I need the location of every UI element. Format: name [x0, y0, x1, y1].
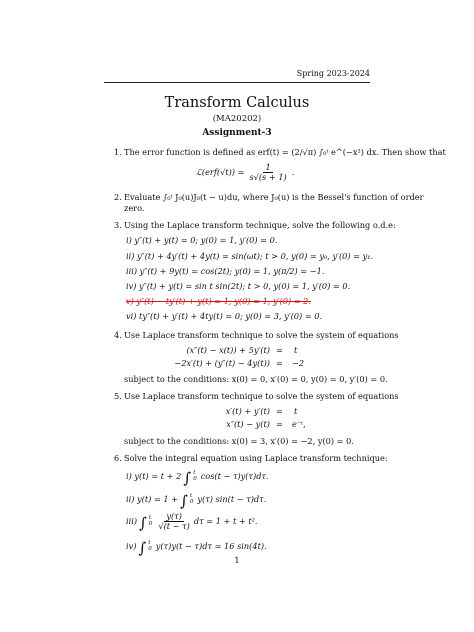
- int-lower: 0: [189, 499, 194, 505]
- q5-number: 5.: [114, 391, 122, 401]
- q4-eq2-rhs: −2: [292, 358, 305, 368]
- q4-eq1-lhs: (x″(t) − x(t)) + 5y′(t): [186, 345, 270, 355]
- q3-item-iv: iv) y″(t) + y(t) = sin t sin(2t); t > 0, y(0) = 1, y′(0) = 0.: [126, 281, 351, 291]
- q5-eq2-rhs: e⁻ᵗ,: [292, 419, 306, 429]
- q6-iv-integrand: y(τ)y(t − τ)dτ = 16 sin(4t).: [155, 541, 267, 551]
- q2-line2: zero.: [124, 203, 145, 213]
- q5-eq1-rhs: t: [294, 406, 298, 416]
- q4-eq1-sign: =: [276, 345, 283, 355]
- q6-text: Solve the integral equation using Laplace transform technique:: [124, 453, 388, 463]
- q1-fraction: [247, 163, 288, 181]
- integral-sign: ∫: [138, 539, 147, 557]
- q6-iii-den: √(t − τ): [158, 520, 190, 531]
- q3-number: 3.: [114, 220, 122, 230]
- q1-dot: .: [291, 167, 295, 178]
- q4-number: 4.: [114, 330, 122, 340]
- q3-item-iii: iii) y″(t) + 9y(t) = cos(2t); y(0) = 1, y(π/2) = −1.: [126, 266, 325, 276]
- q6-iv-prefix: iv): [126, 541, 137, 551]
- course-code: (MA20202): [212, 114, 262, 124]
- semester-label: Spring 2023-2024: [296, 69, 370, 78]
- q6-iii-limits: [149, 515, 153, 527]
- integral-sign: ∫: [180, 492, 188, 510]
- int-lower: 0: [193, 476, 197, 482]
- q6-number: 6.: [114, 453, 122, 463]
- int-lower: 0: [148, 546, 152, 552]
- assignment-heading: Assignment-3: [202, 128, 272, 138]
- integral-sign: ∫: [183, 469, 192, 487]
- q6-iii-prefix: iii): [126, 516, 138, 527]
- q6-iv-limits: [148, 540, 152, 552]
- q4-text: Use Laplace transform technique to solve the system of equations: [124, 330, 399, 340]
- page-number: 1: [234, 556, 240, 566]
- q6-i-limits: [193, 470, 197, 482]
- q5-eq2-sign: =: [276, 419, 283, 429]
- q4-conditions: subject to the conditions: x(0) = 0, x′(0) = 0, y(0) = 0, y′(0) = 0.: [124, 374, 388, 384]
- q3-item-ii: ii) y″(t) + 4y′(t) + 4y(t) = sin(ωt); t > 0, y(0) = y₀, y′(0) = y₁.: [126, 251, 374, 261]
- q1-text: The error function is defined as erf(t) = (2/√π) ∫₀ᵗ e^(−x²) dx. Then show that: [124, 147, 446, 157]
- q3-item-v-struck: v) y″(t) − ty′(t) + y(t) = 1; y(0) = 1, y′(0) = 2.: [126, 296, 311, 306]
- q2-line1: Evaluate ∫₀ᵗ J₀(u)J₀(t − u)du, where J₀(u) is the Bessel's function of order: [124, 192, 424, 202]
- header-rule: [104, 82, 370, 83]
- q1-equation: [196, 163, 294, 181]
- q2-number: 2.: [114, 192, 122, 202]
- q6-ii-limits: [190, 493, 194, 505]
- q4-eq1-rhs: t: [294, 345, 298, 355]
- q5-text: Use Laplace transform technique to solve the system of equations: [124, 391, 399, 401]
- integral-sign: ∫: [139, 514, 147, 533]
- q6-ii-integrand: y(τ) sin(t − τ)dτ.: [197, 494, 267, 504]
- q6-item-iii: [126, 511, 258, 533]
- q6-item-i: [126, 467, 269, 485]
- q6-iii-fraction: [156, 512, 192, 530]
- int-upper: t: [148, 515, 152, 522]
- q1-fraction-den: s√(s + 1): [249, 171, 287, 182]
- q1-number: 1.: [114, 147, 122, 157]
- q4-eq2-lhs: −2x′(t) + (y″(t) − 4y(t)): [174, 358, 270, 368]
- q3-item-i: i) y″(t) + y(t) = 0; y(0) = 1, y′(0) = 0.: [126, 235, 278, 245]
- int-lower: 0: [148, 521, 153, 528]
- int-upper: t: [193, 470, 196, 476]
- int-upper: t: [148, 540, 151, 546]
- q5-eq1-sign: =: [276, 406, 283, 416]
- q3-text: Using the Laplace transform technique, solve the following o.d.e:: [124, 220, 396, 230]
- q6-i-prefix: i) y(t) = t + 2: [126, 471, 182, 481]
- q5-conditions: subject to the conditions: x(0) = 3, x′(0) = −2, y(0) = 0.: [124, 436, 354, 446]
- q6-iii-rhs: dτ = 1 + t + t².: [193, 516, 258, 527]
- q6-item-ii: [126, 490, 266, 508]
- q1-lhs: ℒ(erf(√t)) =: [196, 167, 245, 178]
- q3-item-vi: vi) ty″(t) + y′(t) + 4ty(t) = 0; y(0) = 3, y′(0) = 0.: [126, 311, 323, 321]
- q6-iii-num: y(τ): [166, 511, 182, 521]
- q5-eq1-lhs: x′(t) + y′(t): [225, 406, 270, 416]
- int-upper: t: [189, 493, 193, 499]
- q6-item-iv: [126, 537, 267, 555]
- q6-i-integrand: cos(t − τ)y(τ)dτ.: [200, 471, 269, 481]
- q5-eq2-lhs: x″(t) − y(t): [226, 419, 270, 429]
- q4-eq2-sign: =: [276, 358, 283, 368]
- q1-fraction-num: 1: [265, 162, 271, 172]
- q6-ii-prefix: ii) y(t) = 1 +: [126, 494, 179, 504]
- document-title: Transform Calculus: [164, 95, 310, 111]
